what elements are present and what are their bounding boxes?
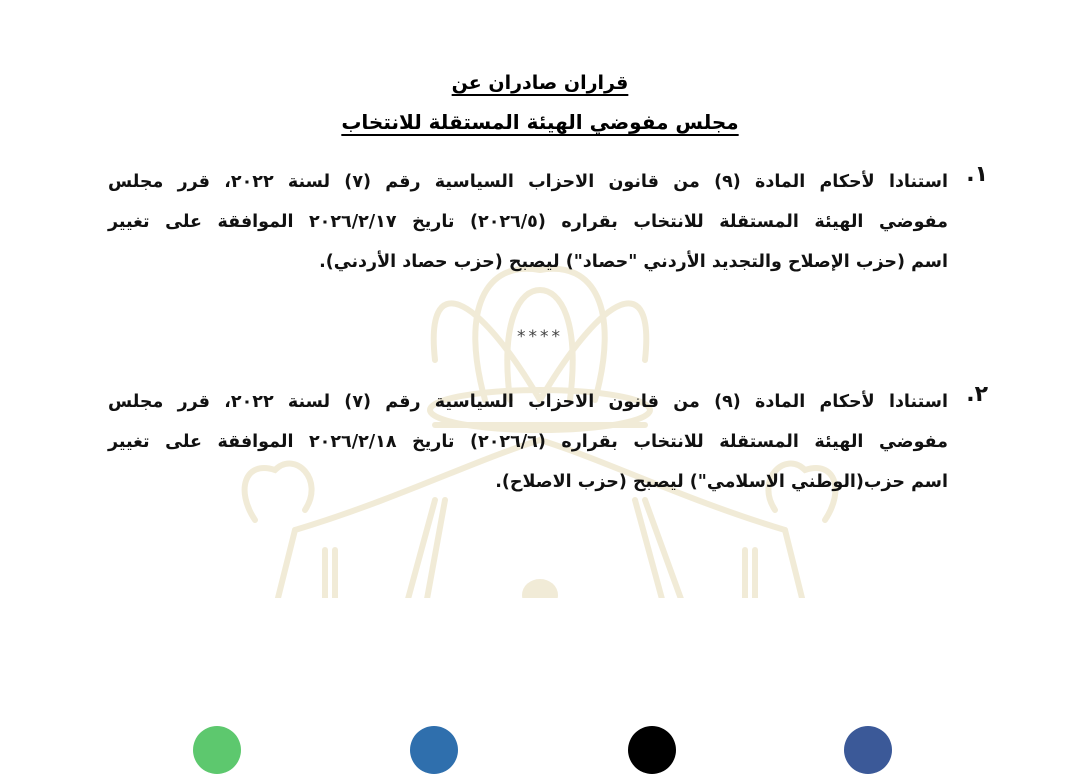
decision-item-1 [108, 162, 988, 282]
whatsapp-share-button[interactable] [193, 726, 241, 774]
item-line: مفوضي الهيئة المستقلة للانتخاب بقراره (٢٠٢٦/٥) تاريخ ٢٠٢٦/٢/١٧ الموافقة على تغيير [108, 212, 948, 232]
x-share-button[interactable] [628, 726, 676, 774]
document-subtitle: مجلس مفوضي الهيئة المستقلة للانتخاب [341, 110, 739, 134]
facebook-share-button[interactable] [844, 726, 892, 774]
item-line: مفوضي الهيئة المستقلة للانتخاب بقراره (٢٠٢٦/٦) تاريخ ٢٠٢٦/٢/١٨ الموافقة على تغيير [108, 432, 948, 452]
item-line: اسم حزب(الوطني الاسلامي") ليصبح (حزب الاصلاح). [495, 472, 948, 492]
item-number: ٢. [966, 382, 988, 407]
share-bar [0, 718, 1080, 730]
decision-item-2 [108, 382, 988, 502]
item-line: اسم (حزب الإصلاح والتجديد الأردني "حصاد") ليصبح (حزب حصاد الأردني). [319, 252, 948, 272]
item-line: استنادا لأحكام المادة (٩) من قانون الاحزاب السياسية رقم (٧) لسنة ٢٠٢٢، قرر مجلس [108, 392, 948, 412]
twitter-share-button[interactable] [410, 726, 458, 774]
item-line: استنادا لأحكام المادة (٩) من قانون الاحزاب السياسية رقم (٧) لسنة ٢٠٢٢، قرر مجلس [108, 172, 948, 192]
item-number: ١. [966, 162, 988, 187]
document-title: قراران صادران عن [451, 72, 629, 94]
section-separator: **** [517, 327, 563, 347]
